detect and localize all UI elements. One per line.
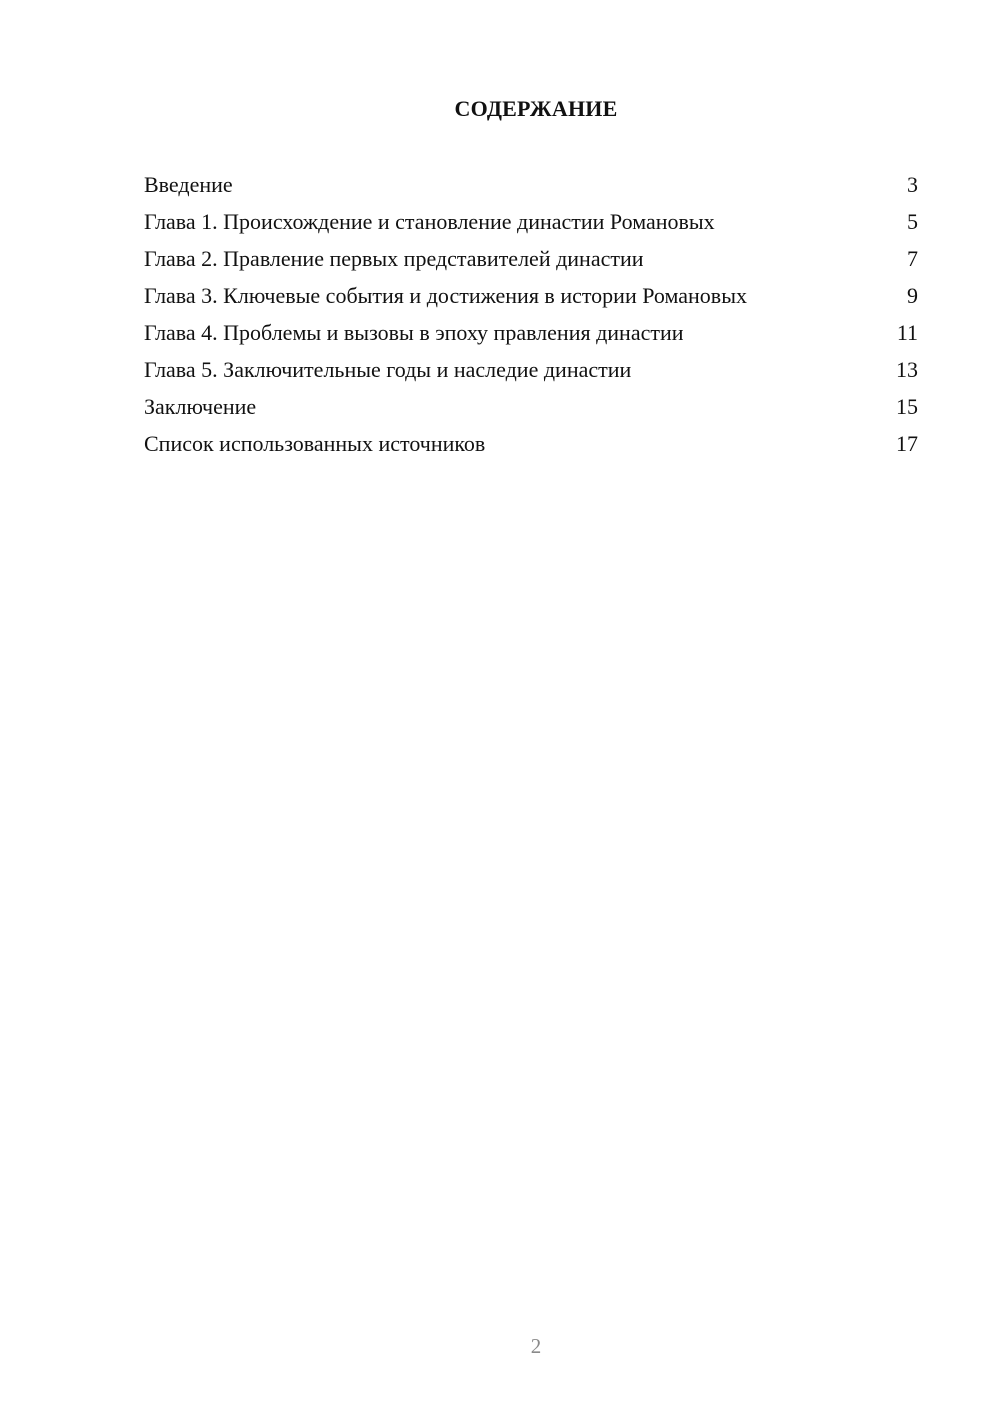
- toc-entry-page: 3: [907, 172, 918, 197]
- page-number: 2: [530, 1334, 542, 1358]
- toc-entry[interactable]: [144, 431, 918, 457]
- toc-entry-page: 9: [907, 283, 918, 308]
- toc-entry-page: 7: [907, 246, 918, 271]
- toc-entry-label: Глава 2. Правление первых представителей династии: [144, 246, 644, 271]
- toc-entry-label: Глава 5. Заключительные годы и наследие династии: [144, 357, 632, 382]
- toc-entry[interactable]: [144, 283, 918, 309]
- toc-entry-label: Введение: [144, 172, 233, 197]
- toc-entry-page: 15: [896, 394, 918, 419]
- toc-entry-page: 13: [896, 357, 918, 382]
- toc-entry-label: Список использованных источников: [144, 431, 486, 456]
- toc-entry[interactable]: [144, 320, 918, 346]
- table-of-contents: [144, 172, 918, 468]
- toc-entry-label: Заключение: [144, 394, 257, 419]
- toc-entry-label: Глава 1. Происхождение и становление династии Романовых: [144, 209, 715, 234]
- toc-entry[interactable]: [144, 246, 918, 272]
- toc-entry[interactable]: [144, 394, 918, 420]
- toc-entry[interactable]: [144, 209, 918, 235]
- toc-entry[interactable]: [144, 357, 918, 383]
- toc-entry-page: 5: [907, 209, 918, 234]
- toc-entry-page: 17: [896, 431, 918, 456]
- page-title: СОДЕРЖАНИЕ: [454, 96, 618, 121]
- toc-entry-label: Глава 3. Ключевые события и достижения в истории Романовых: [144, 283, 747, 308]
- toc-entry[interactable]: [144, 172, 918, 198]
- toc-entry-page: 11: [896, 320, 918, 345]
- toc-entry-label: Глава 4. Проблемы и вызовы в эпоху правления династии: [144, 320, 684, 345]
